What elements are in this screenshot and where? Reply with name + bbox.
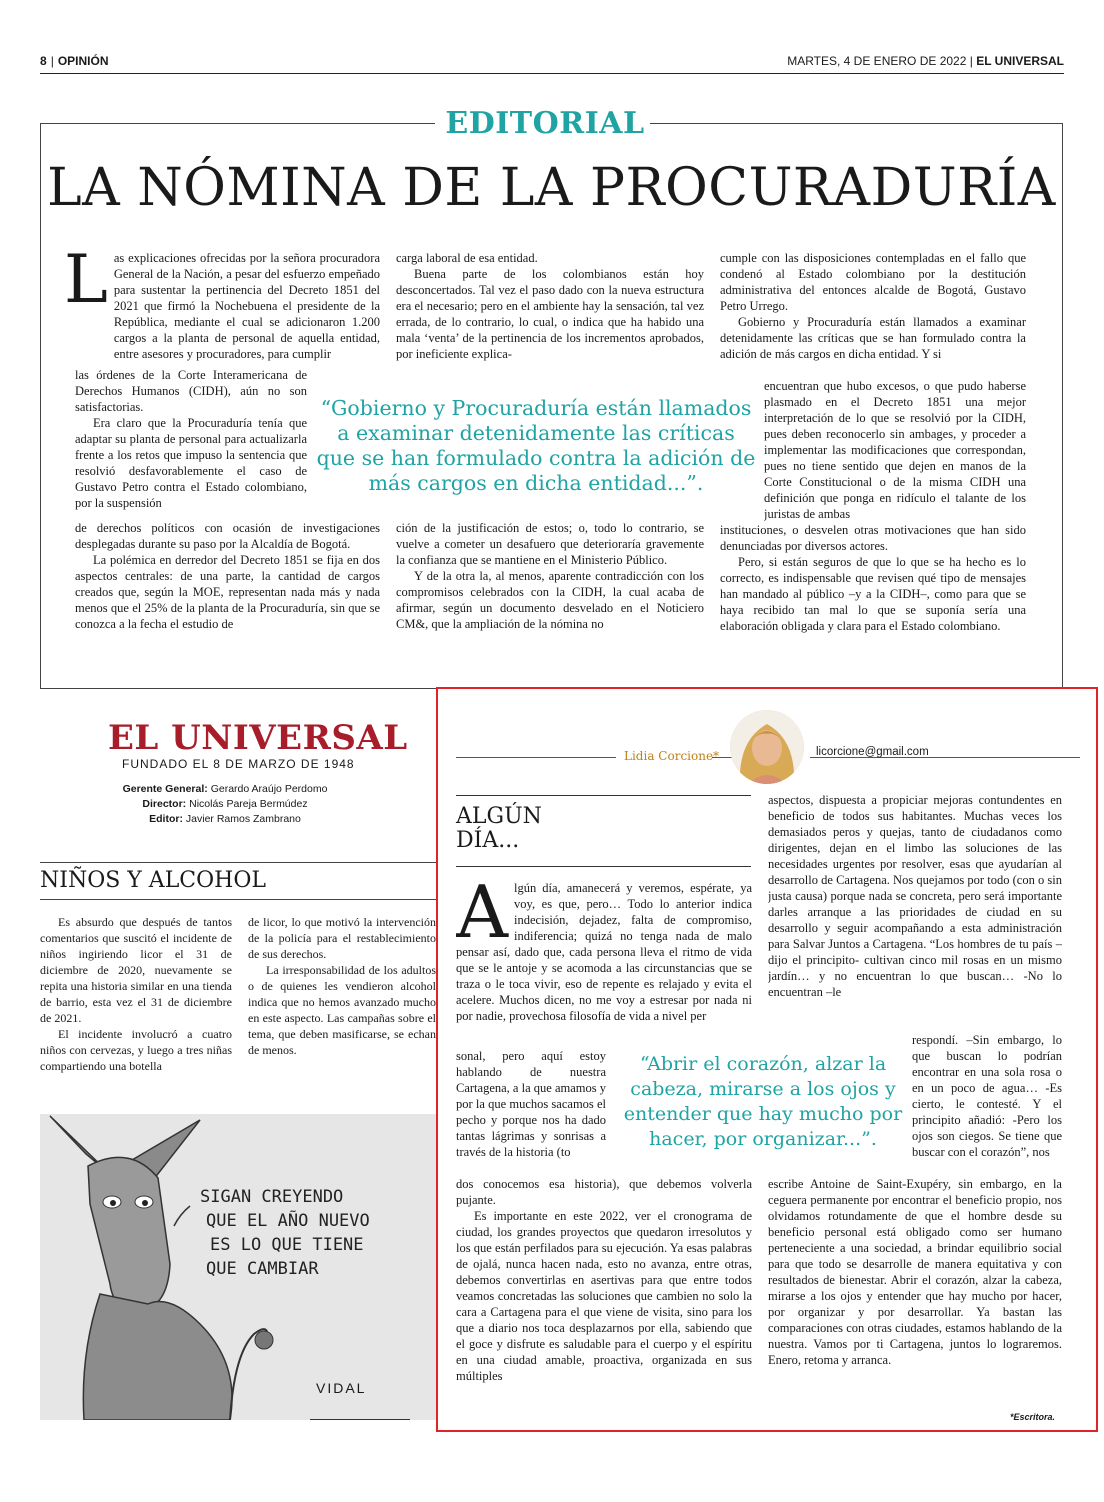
- page-number: 8: [40, 54, 47, 68]
- editorial-paragraph: Pero, si están seguros de que lo que se ha hecho es lo correcto, es indispensable que revisen qué tipo de mensajes han mandado al público –y a la CIDH–, como para que se haya recibido tan mal lo que se suponía sería una elaboración obligada y clara para el Estado colombiano.: [720, 555, 1026, 633]
- column-body-2c: [768, 1176, 1062, 1406]
- dropcap: L: [64, 241, 108, 318]
- editorial-column-1b: [75, 367, 307, 520]
- page-section: 8 | OPINIÓN: [40, 54, 109, 68]
- ninos-paragraph: de licor, lo que motivó la intervención de la policía para el restablecimiento de sus derechos.: [248, 915, 436, 961]
- column-title: ALGÚN DÍA...: [456, 804, 542, 853]
- staff-manager: Gerente General: Gerardo Araújo Perdomo: [122, 783, 328, 795]
- staff-director: Director: Nicolás Pareja Bermúdez: [142, 798, 308, 810]
- editorial-column-2b: [396, 520, 704, 632]
- column-body-1a: [456, 880, 752, 1048]
- column-paragraph: escribe Antoine de Saint-Exupéry, sin embargo, en la ceguera permanente por encontrar el beneficio propio, nos olvidamos rotundamente de que el hombre desde su beneficio personal está obligado como ser humano perteneciente a una sociedad, a brindar equilibrio social para que todo se desarrolle de manera equitativa y con resultados de bienestar. Abrir el corazón, alzar la cabeza, mirarse a los ojos y entender que hay mucho por hacer, por organizar y por desarrollar. Ya bastan las comparaciones con otras ciudades, estamos hablando de la nuestra. Vamos por ti Cartagena, juntos lo lograremos. Enero, retoma y arranca.: [768, 1177, 1062, 1367]
- author-footnote: *Escritora.: [1010, 1412, 1056, 1422]
- author-name: Lidia Corcione*: [624, 749, 720, 763]
- editorial-paragraph: ción de la justificación de estos; o, todo lo contrario, se vuelve a cometer un desafuero que deterioraría gravemente la confianza que se mantiene en el Ministerio Público.: [396, 521, 704, 567]
- divider: [40, 862, 438, 863]
- masthead-logo: EL UNIVERSAL: [108, 718, 408, 758]
- cartoon-caption-line: QUE CAMBIAR: [206, 1259, 319, 1279]
- masthead-staff: [80, 782, 370, 827]
- editorial-pull-quote: “Gobierno y Procuraduría están llamados a examinar detenidamente las críticas que se han formulado contra la adición de más cargos en dicha entidad...”.: [316, 396, 756, 495]
- column-body-1c: [456, 1176, 752, 1384]
- editorial-paragraph: Gobierno y Procuraduría están llamados a examinar detenidamente las críticas que se han formulado contra la adición de más cargos en dicha entidad. Y si: [720, 315, 1026, 361]
- editorial-paragraph: encuentran que hubo excesos, o que pudo haberse plasmado en el Decreto 1851 una mejor interpretación de lo que se resolvió por la CIDH, pues deben reconocerlo sin ambages, y proceder a implementar las modificaciones que correspondan, pues no tiene sentido que dejen en manos de la Corte Constitucional o de la misma CIDH una definición que ponga en ridículo el talante de los juristas de ambas: [764, 379, 1026, 521]
- cartoon: [40, 1114, 438, 1420]
- editorial-paragraph: as explicaciones ofrecidas por la señora procuradora General de la Nación, a pesar del esfuerzo empeñado para sustentar la pertinencia del Decreto 1851 del 2021 que firmó la Nochebuena el presidente de la República, mediante el cual se adicionaron 1.200 cargos a la planta de personal de aquella entidad, entre asesores y procuradores, para cumplir: [113, 251, 380, 361]
- ninos-paragraph: El incidente involucró a cuatro niños con cervezas, y luego a tres niñas compartiendo una botella: [40, 1027, 232, 1073]
- column-paragraph: Es importante en este 2022, ver el cronograma de ciudad, los grandes proyectos que quedaron irresolutos y los que están perfilados para su ejecución. Ya esas palabras de ojalá, nunca hacen nada, esto no avanza, entre otras, debemos convertirlas en asertivas para que entre todos veamos concretadas las soluciones que cambien no solo la cara a Cartagena para el que viene de visita, sino para los que a diario nos toca desplazarnos por ella, sabiendo que el goce y disfrute es saludable para el cuerpo y el espíritu en una ciudad amable, proactiva, organizada en sus múltiples: [456, 1209, 752, 1383]
- column-body-2a: [768, 792, 1062, 1032]
- author-avatar: [730, 710, 804, 784]
- editorial-column-3b: [764, 378, 1026, 522]
- ninos-column-1: [40, 914, 232, 1074]
- ninos-paragraph: Es absurdo que después de tantos comentarios que suscitó el incidente de niños ingiriendo licor el 31 de diciembre de 2020, nuevamente se repita una historia similar en una tienda de barrio, esta vez el 31 de diciembre de 2021.: [40, 915, 232, 1025]
- editorial-paragraph: Era claro que la Procuraduría tenía que adaptar su planta de personal para actualizarla frente a los retos que impuso la sentencia que resolvió desfavorablemente el caso de Gustavo Petro contra el Estado colombiano, por la suspensión: [75, 416, 307, 510]
- column-paragraph: lgún día, amanecerá y veremos, espérate, ya voy, es que, pero… Todo lo anterior indica indecisión, dejadez, falta de compromiso, indiferencia; quizá no tenga nada de malo pensar así, dado que, cada persona lleva el ritmo de vida que se le antoje y se acomoda a las circunstancias que se traza o le toca vivir, eso de repente es relajado y evita el acelere. Muchos dicen, no me voy a estresar por nada ni por nadie, provechosa filosofía de vida a nivel per: [456, 881, 752, 1023]
- editorial-paragraph: las órdenes de la Corte Interamericana de Derechos Humanos (CIDH), aún no son satisfactorias.: [75, 368, 307, 414]
- column-body-1b: [456, 1048, 606, 1176]
- column-pull-quote: “Abrir el corazón, alzar la cabeza, mirarse a los ojos y entender que hay mucho por hacer, por organizar...”.: [623, 1053, 903, 1150]
- editorial-paragraph: de derechos políticos con ocasión de investigaciones desplegadas durante su paso por la Alcaldía de Bogotá.: [75, 521, 380, 551]
- editorial-title: LA NÓMINA DE LA PROCURADURÍA: [47, 158, 1056, 218]
- divider: [456, 757, 616, 758]
- ninos-paragraph: La irresponsabilidad de los adultos o de quienes les vendieron alcohol indica que no hemos avanzado mucho en este aspecto. Las campañas sobre el tema, que deben masificarse, se echan de menos.: [248, 963, 436, 1057]
- divider: [456, 866, 751, 867]
- column-body-2b: [912, 1032, 1062, 1176]
- page-header: [40, 52, 1064, 74]
- donkey-illustration: [40, 1114, 438, 1420]
- ninos-column-2: [248, 914, 436, 1058]
- divider: [40, 123, 435, 124]
- divider: [650, 123, 1063, 124]
- editorial-paragraph: La polémica en derredor del Decreto 1851 se fija en dos aspectos centrales: de una parte, la cantidad de cargos creados que, según la MOE, representan nada más y nada menos que el 25% de la planta de la Procuraduría, sin que se conozca a la fecha el estudio de: [75, 553, 380, 631]
- editorial-column-1a: [64, 241, 380, 362]
- cartoon-signature: VIDAL: [316, 1380, 367, 1396]
- cartoon-caption-line: ES LO QUE TIENE: [210, 1235, 364, 1255]
- editorial-column-1c: [75, 520, 380, 632]
- editorial-column-3a: [720, 250, 1026, 362]
- ninos-title: NIÑOS Y ALCOHOL: [40, 868, 267, 893]
- editorial-kicker: EDITORIAL: [445, 106, 645, 141]
- author-email: licorcione@gmail.com: [816, 746, 929, 758]
- issue-date: MARTES, 4 DE ENERO DE 2022 | EL UNIVERSAL: [787, 54, 1064, 68]
- masthead-founded: FUNDADO EL 8 DE MARZO DE 1948: [122, 757, 355, 771]
- cartoon-caption-line: QUE EL AÑO NUEVO: [206, 1211, 370, 1231]
- cartoon-caption-line: SIGAN CREYENDO: [200, 1187, 344, 1207]
- divider: [40, 899, 438, 900]
- editorial-paragraph: Buena parte de los colombianos están hoy desconcertados. Tal vez el paso dado con la nueva estructura era el necesario; pero en el ambiente hay la sensación, tal vez errada, de lo contrario, lo cual, o indica que ha habido una mala ‘venta’ de la pertinencia de los incrementos aprobados, por ineficiente explica-: [396, 267, 704, 361]
- column-paragraph: dos conocemos esa historia), que debemos volverla pujante.: [456, 1177, 752, 1207]
- divider: [456, 795, 751, 796]
- column-paragraph: sonal, pero aquí estoy hablando de nuestra Cartagena, a la que amamos y por la que muchos sacamos el pecho y porque nos ha dado tantas lágrimas y sonrisas a través de la historia (to: [456, 1049, 606, 1159]
- editorial-column-2a: [396, 250, 704, 362]
- newspaper-name: EL UNIVERSAL: [976, 54, 1064, 68]
- editorial-paragraph: instituciones, o desvelen otras motivaciones que han sido denunciadas por diversos actores.: [720, 523, 1026, 553]
- editorial-paragraph: carga laboral de esa entidad.: [396, 251, 538, 265]
- editorial-column-3c: [720, 522, 1026, 634]
- column-paragraph: aspectos, dispuesta a propiciar mejoras contundentes en beneficio de todos sus habitantes. Muchas veces los demasiados peros y quejas, tanto de ciudadanos como dirigentes, dejan en el limbo las soluciones de las necesidades urgentes por resolver, esas que ayudarían al desarrollo de Cartagena. Nos quejamos por todo (con o sin justa causa) porque nada se concreta, pero será importante darles arranque a las prioridades de ciudad en su desarrollo y seguir acompañando a esta administración para Salvar Juntos a Cartagena. “Los hombres de tu país –dijo el principito- cultivan cinco mil rosas en un mismo jardín… y no encuentran lo que buscan… -No lo encuentran –le: [768, 793, 1062, 999]
- editorial-paragraph: Y de la otra la, al menos, aparente contradicción con los compromisos celebrados con la CIDH, la cual acaba de afirmar, según un documento desvelado en el Noticiero CM&, que la ampliación de la nómina no: [396, 569, 704, 631]
- editorial-paragraph: cumple con las disposiciones contempladas en el fallo que condenó al Estado colombiano por la destitución administrativa del entonces alcalde de Bogotá, Gustavo Petro Urrego.: [720, 251, 1026, 313]
- section-name: OPINIÓN: [57, 54, 109, 68]
- date-text: MARTES, 4 DE ENERO DE 2022: [787, 54, 967, 68]
- column-paragraph: respondí. –Sin embargo, lo que buscan lo podrían encontrar en una sola rosa o en un poco de agua… -Es cierto, le contesté. Y el principito añadió: -Pero los ojos son ciegos. Se tiene que buscar con el corazón”, nos: [912, 1033, 1062, 1159]
- dropcap: A: [456, 880, 508, 954]
- staff-editor: Editor: Javier Ramos Zambrano: [149, 813, 301, 825]
